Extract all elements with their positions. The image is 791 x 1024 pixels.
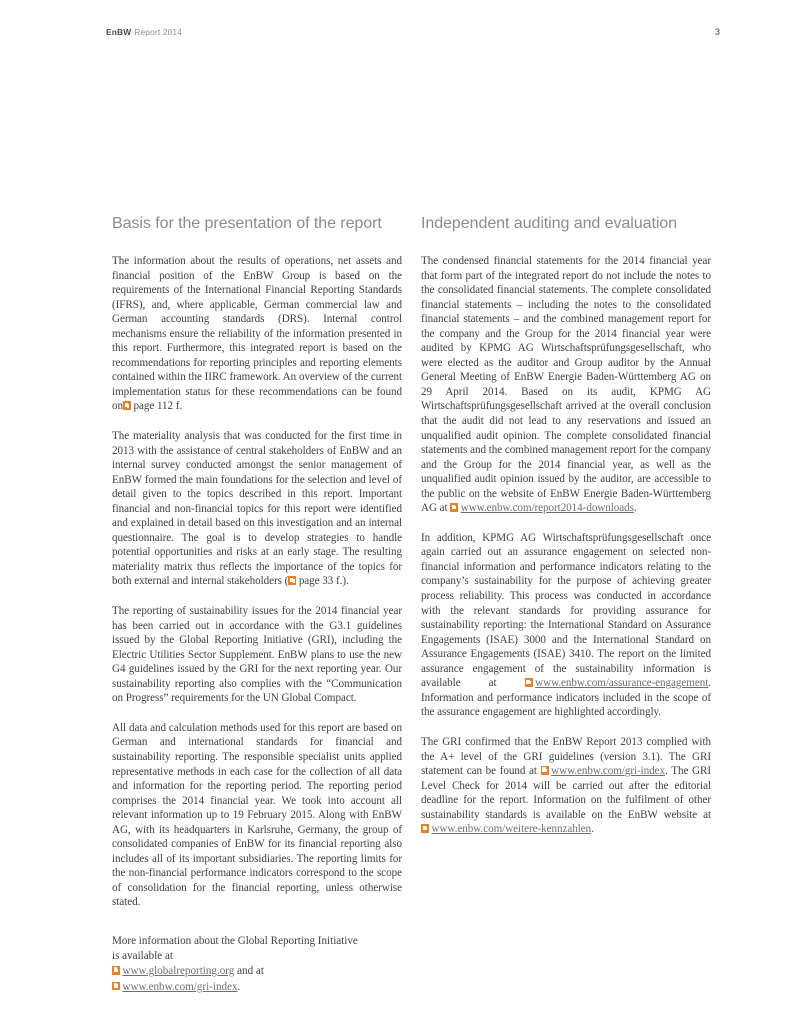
page-header	[106, 27, 720, 41]
link-report2014-downloads-part2[interactable]: report2014-downloads	[534, 502, 634, 515]
link-enbw-gri-index[interactable]: www.enbw.com/gri-index	[122, 980, 238, 993]
page-content	[112, 213, 712, 994]
header-brand: EnBW	[106, 27, 132, 37]
external-link-icon[interactable]	[450, 503, 458, 512]
right-column-heading: Independent auditing and evaluation	[421, 214, 678, 232]
link-globalreporting-org[interactable]: www.globalreporting.org	[122, 965, 235, 978]
header-document-name: Report 2014	[134, 27, 183, 37]
paragraph-audit-2	[421, 531, 711, 720]
external-link-icon[interactable]	[421, 824, 429, 833]
gri-link-row-1	[112, 964, 402, 979]
gri-link-row-1-suffix: and at	[234, 965, 264, 978]
gri-link-row-2-suffix: .	[237, 980, 241, 993]
paragraph-audit-3-tail: .	[591, 823, 594, 836]
external-link-icon[interactable]	[112, 966, 120, 975]
paragraph-basis-1-reference[interactable]: page 112 f.	[133, 400, 183, 413]
gri-links-lead-line-2: is available at	[112, 949, 173, 962]
paragraph-audit-2-text: In addition, KPMG AG Wirtschaftsprüfungsgesellschaft once again carried out an assurance engagement on selected non-financial information and performance indicators relating to the company’s sustainability for the purpose of achieving greater process reliability. This process was conducted in accordance with the relevant standards for providing assurance for sustainability reporting: the International Standard on Assurance Engagements (ISAE) 3000 and the International Standard on Assurance Engagements (ISAE) 3410. The report on the limited assurance engagement of the sustainability information is available at	[421, 531, 711, 690]
link-report2014-downloads-part1[interactable]: www.enbw.com/	[460, 502, 535, 515]
paragraph-basis-3: The reporting of sustainability issues for the 2014 financial year has been carried out in accordance with the G3.1 guidelines issued by the Global Reporting Initiative (GRI), including the Electric Utilities Sector Supplement. EnBW plans to use the new G4 guidelines issued by the GRI for the next reporting year. Our sustainability reporting also complies with the “Communication on Progress” requirements for the UN Global Compact.	[112, 605, 402, 705]
page-number: 3	[714, 27, 720, 37]
page-reference-icon[interactable]	[123, 401, 131, 410]
gri-links-lead-line-1: More information about the Global Reporting Initiative	[112, 934, 358, 947]
link-weitere-kennzahlen-part2[interactable]: weitere-kennzahlen	[505, 823, 592, 836]
header-title	[106, 27, 182, 37]
paragraph-audit-1-text: The condensed financial statements for the 2014 financial year that form part of the integrated report do not include the notes to the consolidated financial statements. The complete consolidated financial statements – including the notes to the consolidated financial statements – and the combined management report for the company and the Group for the 2014 financial year were audited by KPMG AG Wirtschaftsprüfungsgesellschaft, who were elected as the auditor and Group auditor by the Annual General Meeting of EnBW Energie Baden-Württemberg AG on 29 April 2014. Based on its audit, KPMG AG Wirtschaftsprüfungsgesellschaft arrived at the overall conclusion that the audit did not lead to any reservations and issued an unqualified audit opinion. The complete consolidated financial statements and the combined management report for the company and the Group for the 2014 financial year, as well as the unqualified audit opinion issued by the auditor, are accessible to the public on the website of EnBW Energie Baden-Württemberg AG at	[421, 255, 711, 515]
gri-links-block	[112, 934, 402, 994]
paragraph-basis-1-text: The information about the results of operations, net assets and financial position of the EnBW Group is based on the requirements of the International Financial Reporting Standards (IFRS), and, where applicable, German commercial law and German accounting standards (DRS). Internal control mechanisms ensure the reliability of the information presented in this report. Furthermore, this integrated report is based on the recommendations for reporting principles and reporting elements contained within the IIRC framework. An overview of the current implementation status for these recommendations can be found on	[112, 255, 402, 413]
gri-link-row-2	[112, 980, 402, 995]
paragraph-audit-1-tail: .	[633, 502, 637, 515]
link-weitere-kennzahlen-part1[interactable]: www.enbw.com/	[431, 823, 506, 836]
link-gri-index-right[interactable]: www.enbw.com/gri-index	[551, 765, 666, 778]
paragraph-basis-2-text: The materiality analysis that was conducted for the first time in 2013 with the assistance of central stakeholders of EnBW and an internal survey conducted amongst the senior management of EnBW formed the main foundations for the selection and level of detail given to the topics described in this report. Important financial and non-financial topics for this report were identified and explained in detail based on this investigation and an internal questionnaire. The goal is to develop strategies to handle potential opportunities and risks at an early stage. The resulting materiality matrix thus reflects the importance of the topics for both external and internal stakeholders (	[112, 430, 402, 588]
external-link-icon[interactable]	[541, 766, 549, 775]
paragraph-basis-4: All data and calculation methods used for this report are based on German and international standards for financial and sustainability reporting. The responsible specialist units applied representative methods in each case for the collection of all data and information for the reporting period. The reporting period comprises the 2014 financial year. We took into account all relevant information up to 19 February 2015. Along with EnBW AG, with its headquarters in Karlsruhe, Germany, the group of consolidated companies of EnBW for its financial reporting also includes all of its important subsidiaries. The reporting limits for the non-financial performance indicators correspond to the scope of consolidation for the financial reporting, unless otherwise stated.	[112, 721, 402, 909]
link-assurance-engagement[interactable]: www.enbw.com/assurance-engagement	[535, 677, 709, 690]
paragraph-basis-2-reference[interactable]: page 33 f.).	[298, 575, 349, 588]
external-link-icon[interactable]	[525, 678, 533, 687]
right-column	[421, 213, 711, 994]
paragraph-audit-1	[421, 254, 711, 516]
paragraph-basis-1	[112, 254, 402, 414]
left-column	[112, 213, 402, 994]
paragraph-audit-3	[421, 735, 711, 837]
paragraph-audit-2-tail: . Information and performance indicators included in the scope of the assurance engagement are highlighted accordingly.	[421, 677, 711, 719]
left-column-heading: Basis for the presentation of the report	[112, 214, 382, 232]
paragraph-audit-3-text: The GRI confirmed that the EnBW Report 2013 complied with the A+ level of the GRI guidelines (version 3.1). The GRI statement can be found at	[421, 735, 711, 778]
paragraph-basis-2	[112, 429, 402, 589]
page-reference-icon[interactable]	[288, 576, 296, 585]
paragraph-audit-3-middle: . The GRI Level Check for 2014 will be carried out after the editorial deadline for the report. Information on the fulfilment of other sustainability standards is available on the EnBW website at	[421, 765, 712, 821]
external-link-icon[interactable]	[112, 982, 120, 991]
